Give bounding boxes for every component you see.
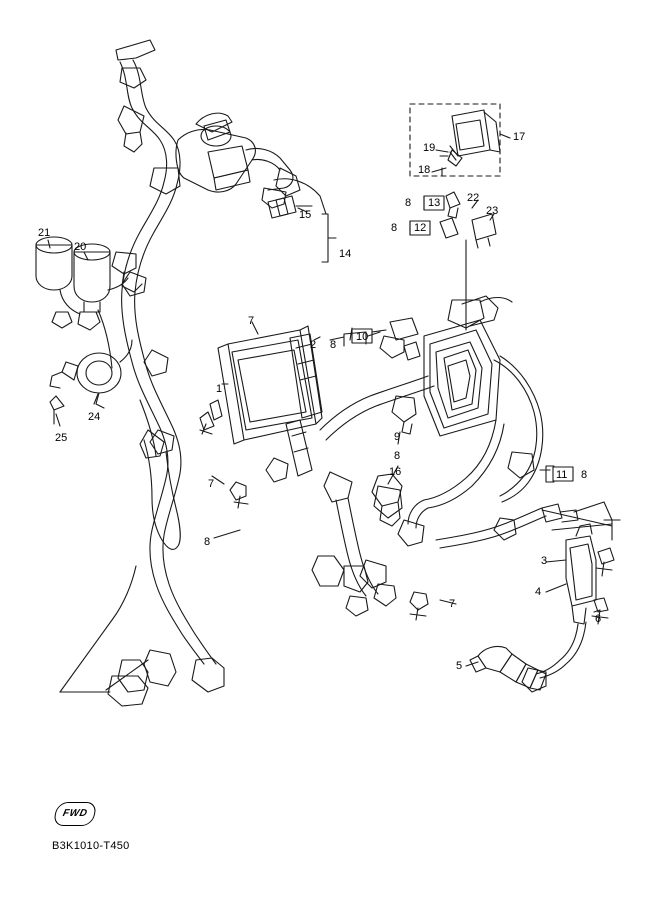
callout-14: 14 (339, 248, 352, 260)
fwd-direction-badge (52, 802, 97, 826)
callout-21: 21 (38, 227, 51, 239)
callout-12: 12 (414, 222, 427, 234)
callout-17: 17 (513, 131, 526, 143)
callout-23: 23 (486, 205, 499, 217)
callout-8-left: 8 (204, 536, 211, 548)
callout-3: 3 (541, 555, 548, 567)
callout-15: 15 (299, 209, 312, 221)
callout-8-fuse-b: 8 (391, 222, 398, 234)
callout-10: 10 (356, 331, 369, 343)
callout-16: 16 (389, 466, 402, 478)
callout-8-mid: 8 (394, 450, 401, 462)
callout-13: 13 (428, 197, 441, 209)
callout-7-left: 7 (208, 478, 215, 490)
fwd-label: FWD (61, 808, 89, 819)
callout-7-lower: 7 (449, 598, 456, 610)
callout-8-right: 8 (581, 469, 588, 481)
callout-11: 11 (556, 469, 568, 481)
callout-20: 20 (74, 241, 87, 253)
callout-1: 1 (216, 383, 223, 395)
callout-7-upper: 7 (248, 315, 255, 327)
callout-18: 18 (418, 164, 431, 176)
callout-4: 4 (535, 586, 542, 598)
callout-5: 5 (456, 660, 463, 672)
callout-2: 2 (310, 339, 317, 351)
callout-24: 24 (88, 411, 101, 423)
callout-19: 19 (423, 142, 436, 154)
callout-9: 9 (394, 431, 401, 443)
callout-8-upper: 8 (330, 339, 337, 351)
part-code: B3K1010-T450 (52, 840, 130, 852)
callout-25: 25 (55, 432, 68, 444)
callout-6: 6 (595, 613, 602, 625)
callout-8-fuse-a: 8 (405, 197, 412, 209)
callout-22: 22 (467, 192, 480, 204)
